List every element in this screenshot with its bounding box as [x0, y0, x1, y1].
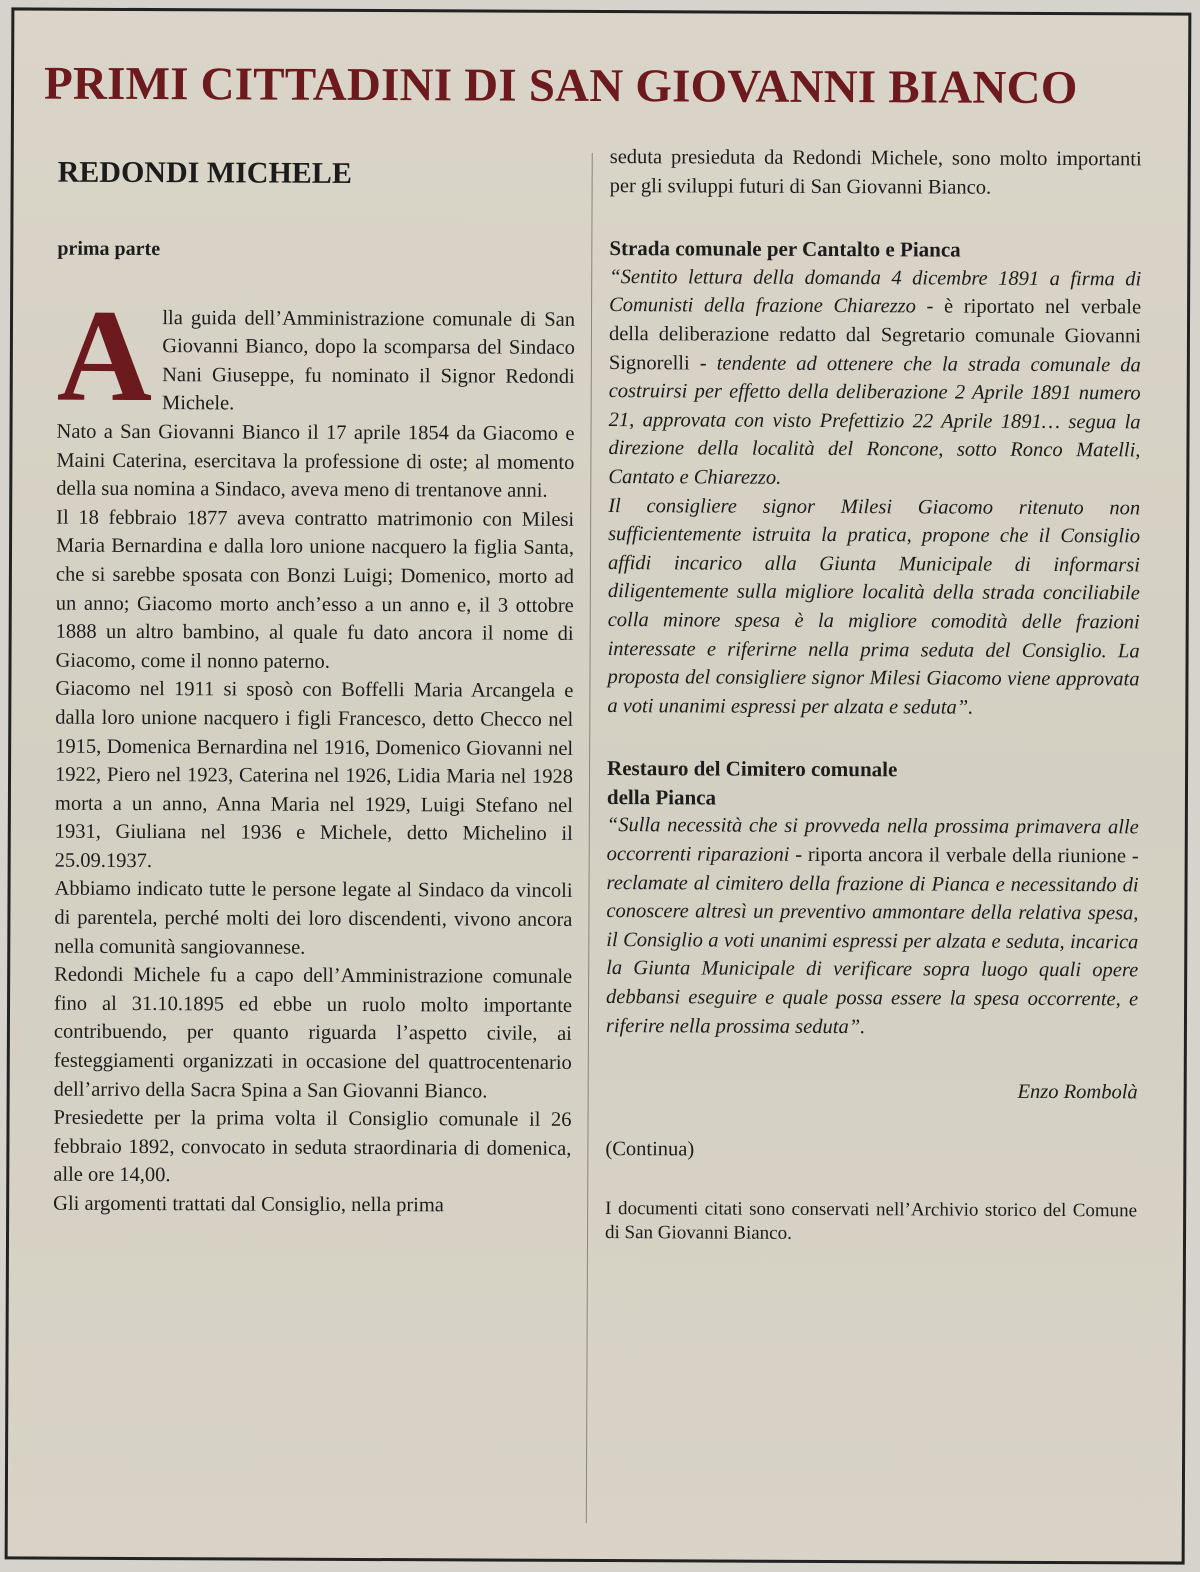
quote-text: “Sentito lettura della domanda 4 dicembre 1891 a firma di Comunisti della frazione Chiarezzo -: [609, 265, 1142, 318]
section-heading: Strada comunale per Cantalto e Pianca: [609, 236, 961, 262]
paragraph-text: lla guida dell’Amministrazione comunale di San Giovanni Bianco, dopo la scomparsa del Sindaco Nani Giuseppe, fu nominato il Signor Redondi Michele.: [161, 306, 576, 415]
page-title: PRIMI CITTADINI DI SAN GIOVANNI BIANCO: [43, 57, 1078, 115]
section-label: prima parte: [57, 237, 161, 261]
section-heading-line: Restauro del Cimitero comunale: [607, 756, 898, 782]
article-page: [5, 7, 1192, 1564]
paragraph: Gli argomenti trattati dal Consiglio, nella prima: [53, 1192, 444, 1217]
quote-text: “Sulla necessità che si provveda nella prossima primavera alle occorrenti riparazioni -: [606, 814, 1139, 866]
paragraph: Redondi Michele fu a capo dell’Amministrazione comunale fino al 31.10.1895 ed ebbe un ruolo molto importante contribuendo, per quanto riguarda l’aspetto civile, ai festeggiamenti organizzati in occasione del quattrocentenario dell’arrivo della Sacra Spina a San Giovanni Bianco.: [53, 963, 573, 1103]
paragraph: [56, 281, 576, 429]
column-divider: [586, 153, 593, 1523]
article-heading: REDONDI MICHELE: [57, 155, 352, 190]
quote-paragraph: [608, 263, 1141, 494]
quote-paragraph: Il consigliere signor Milesi Giacomo ritenuto non sufficientemente istruita la pratica, propone che il Consiglio affidi incarico alla Giunta Municipale di informarsi diligentemente sulla migliore località della strada conciliabile colla minore spesa è la migliore comodità delle frazioni interessate e riferirne nella prima seduta del Consiglio. La proposta del consigliere signor Milesi Giacomo viene approvata a voti unanimi espressi per alzata e seduta”.: [607, 494, 1141, 719]
paragraph: seduta presieduta da Redondi Michele, sono molto importanti per gli sviluppi futuri di San Giovanni Bianco.: [609, 146, 1142, 199]
paragraph: Il 18 febbraio 1877 aveva contratto matrimonio con Milesi Maria Bernardina e dalla loro unione nacquero la figlia Santa, che si sarebbe sposata con Bonzi Luigi; Domenico, morto ad un anno; Giacomo morto anch’esso a un anno e, il 3 ottobre 1888 un altro bambino, al quale fu dato ancora il nome di Giacomo, come il nonno paterno.: [55, 506, 575, 673]
paragraph: Nato a San Giovanni Bianco il 17 aprile 1854 da Giacomo e Maini Caterina, esercitava la professione di oste; al momento della sua nomina a Sindaco, aveva meno di trentanove anni.: [56, 420, 575, 502]
paragraph: Giacomo nel 1911 si sposò con Boffelli Maria Arcangela e dalla loro unione nacquero i figli Francesco, detto Checco nel 1915, Domenica Bernardina nel 1916, Domenico Giovanni nel 1922, Piero nel 1923, Caterina nel 1926, Lidia Maria nel 1928 morta a un anno, Anna Maria nel 1929, Luigi Stefano nel 1931, Giuliana nel 1936 e Michele, detto Michelino il 25.09.1937.: [54, 677, 574, 872]
section-heading: [607, 754, 1139, 814]
footnote: I documenti citati sono conservati nell’Archivio storico del Comune di San Giovanni Bianco.: [605, 1198, 1138, 1245]
quote-text: tendente ad ottenere che la strada comunale da costruirsi per effetto della deliberazione 2 Aprile 1891 numero 21, approvata con visto Prefettizio 22 Aprile 1891… segua la direzione della località del Roncone, sotto Ronco Matelli, Cantato e Chiarezzo.: [608, 352, 1141, 489]
quote-text: reclamate al cimitero della frazione di Pianca e necessitando di conoscere altresì un preventivo ammontare della relativa spesa, il Consiglio a voti unanimi espressi per alzata e seduta, incarica la Giunta Municipale di verificare sopra luogo quali opere debbansi eseguire e quale possa essere la spesa occorrente, e riferire nella prossima seduta”.: [605, 871, 1139, 1038]
continued-label: (Continua): [605, 1137, 695, 1161]
drop-cap: A: [56, 281, 153, 429]
paragraph-text: riporta ancora il verbale della riunione -: [807, 843, 1139, 868]
section-heading-line: della Pianca: [606, 784, 717, 810]
left-column: [53, 147, 576, 1221]
author-signature: Enzo Rombolà: [1017, 1081, 1138, 1104]
right-column: [605, 143, 1142, 1248]
paragraph: Presiedette per la prima volta il Consiglio comunale il 26 febbraio 1892, convocato in seduta straordinaria di domenica, alle ore 14,00.: [53, 1106, 572, 1187]
paragraph: Abbiamo indicato tutte le persone legate al Sindaco da vincoli di parentela, perché molti dei loro discendenti, vivono ancora nella comunità sangiovannese.: [54, 878, 573, 959]
paragraph-text: è riportato nel verbale della deliberazione redatto dal Segretario comunale Giovanni Signorelli -: [608, 295, 1142, 375]
quote-paragraph: [606, 812, 1139, 1043]
